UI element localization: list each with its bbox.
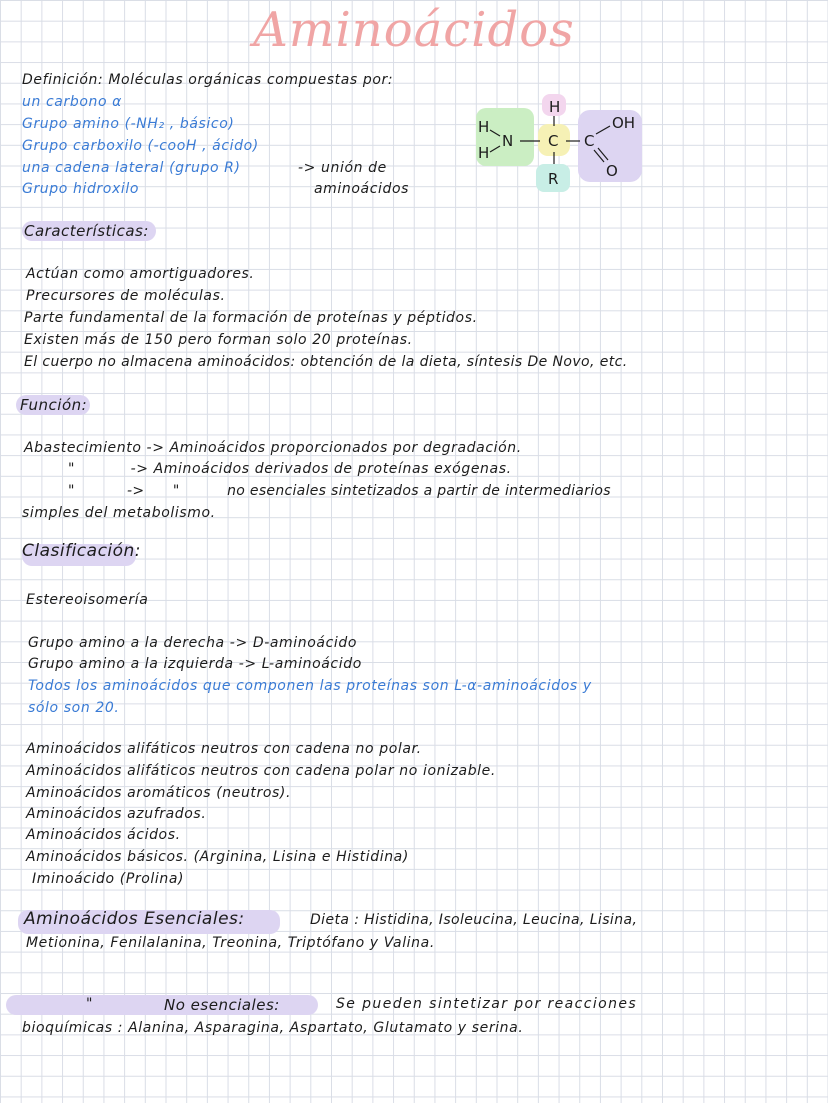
- funcion-line: " -> " no esenciales sintetizados a partir de intermediarios: [68, 483, 611, 499]
- no-esenciales-heading: No esenciales:: [164, 996, 280, 1014]
- caracteristicas-line: El cuerpo no almacena aminoácidos: obtención de la dieta, síntesis De Novo, etc.: [24, 354, 628, 370]
- caracteristicas-line: Actúan como amortiguadores.: [26, 266, 255, 282]
- clasificacion-note: Todos los aminoácidos que componen las proteínas son L-α-aminoácidos y: [28, 678, 592, 694]
- union-note: -> unión de: [298, 160, 387, 176]
- clasificacion-note: sólo son 20.: [28, 700, 120, 716]
- definition-item: Grupo amino (-NH₂ , básico): [22, 116, 235, 132]
- esenciales-heading: Aminoácidos Esenciales:: [24, 909, 245, 929]
- esenciales-line: Dieta : Histidina, Isoleucina, Leucina, Lisina,: [310, 912, 638, 928]
- no-esenciales-line: Se pueden sintetizar por reacciones: [336, 996, 638, 1012]
- clasificacion-heading: Clasificación:: [22, 541, 142, 561]
- page-title: Aminoácidos: [253, 2, 575, 58]
- funcion-line: " -> Aminoácidos derivados de proteínas exógenas.: [68, 461, 512, 477]
- clasificacion-line: Grupo amino a la izquierda -> L-aminoácido: [28, 656, 362, 672]
- funcion-line: Abastecimiento -> Aminoácidos proporcionados por degradación.: [24, 440, 522, 456]
- molecule-o: O: [606, 162, 618, 180]
- molecule-n: N: [502, 132, 514, 150]
- funcion-line: simples del metabolismo.: [22, 505, 216, 521]
- definition-item: una cadena lateral (grupo R): [22, 160, 241, 176]
- clasificacion-type: Aminoácidos alifáticos neutros con cadena no polar.: [26, 741, 422, 757]
- clasificacion-type: Iminoácido (Prolina): [32, 871, 185, 887]
- molecule-r: R: [548, 170, 559, 188]
- clasificacion-type: Aminoácidos aromáticos (neutros).: [26, 785, 292, 801]
- definition-item: un carbono α: [22, 94, 122, 110]
- molecule-h-top: H: [549, 98, 561, 116]
- molecule-oh: OH: [612, 114, 636, 132]
- definition-item: Grupo carboxilo (-cooH , ácido): [22, 138, 259, 154]
- molecule-h-left: H: [478, 144, 490, 162]
- ditto-mark: ": [86, 996, 94, 1012]
- esenciales-line: Metionina, Fenilalanina, Treonina, Triptófano y Valina.: [26, 935, 435, 951]
- caracteristicas-line: Parte fundamental de la formación de proteínas y péptidos.: [24, 310, 478, 326]
- clasificacion-type: Aminoácidos ácidos.: [26, 827, 181, 843]
- molecule-alpha-c: C: [548, 132, 559, 150]
- clasificacion-type: Aminoácidos azufrados.: [26, 806, 207, 822]
- clasificacion-type: Aminoácidos alifáticos neutros con cadena polar no ionizable.: [26, 763, 496, 779]
- caracteristicas-line: Precursores de moléculas.: [26, 288, 226, 304]
- caracteristicas-line: Existen más de 150 pero forman solo 20 proteínas.: [24, 332, 413, 348]
- union-note: aminoácidos: [314, 181, 410, 197]
- funcion-heading: Función:: [20, 396, 88, 414]
- clasificacion-subheading: Estereoisomería: [26, 592, 149, 608]
- caracteristicas-heading: Características:: [24, 222, 149, 240]
- definition-item: Grupo hidroxilo: [22, 181, 139, 197]
- molecule-carboxyl-c: C: [584, 132, 595, 150]
- clasificacion-type: Aminoácidos básicos. (Arginina, Lisina e Histidina): [26, 849, 409, 865]
- no-esenciales-line: bioquímicas : Alanina, Asparagina, Aspartato, Glutamato y serina.: [22, 1020, 524, 1036]
- clasificacion-line: Grupo amino a la derecha -> D-aminoácido: [28, 635, 358, 651]
- amino-acid-structure-diagram: [470, 90, 650, 200]
- definition-intro: Definición: Moléculas orgánicas compuestas por:: [22, 72, 394, 88]
- molecule-h-left: H: [478, 118, 490, 136]
